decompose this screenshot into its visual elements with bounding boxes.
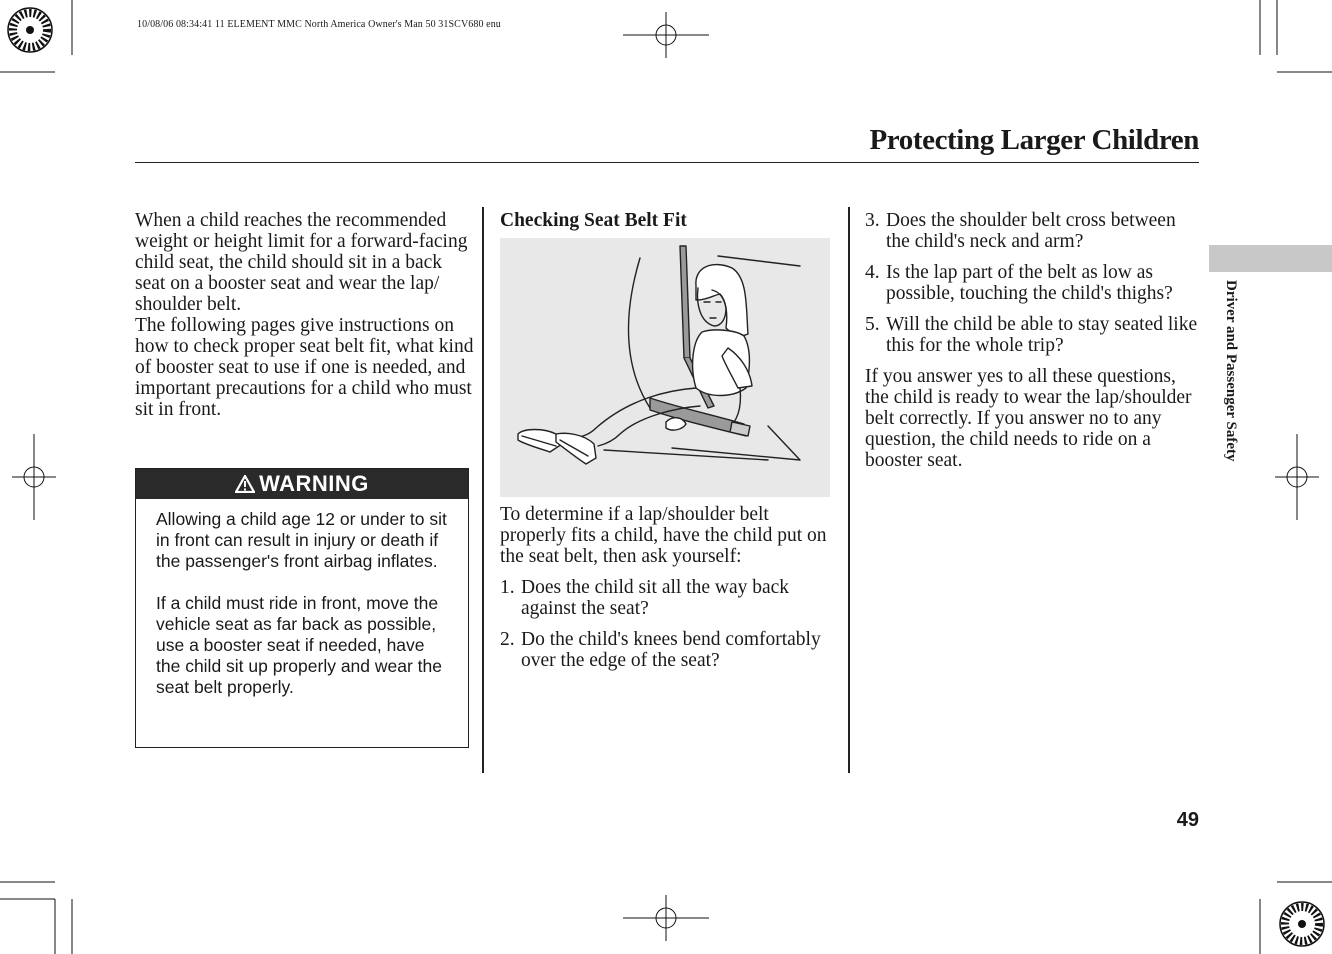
warning-paragraph-1: Allowing a child age 12 or under to sit in front can result in injury or death if the passenger's front airbag inflates.: [156, 509, 447, 571]
list-item: [500, 629, 830, 671]
page-title: Protecting Larger Children: [869, 124, 1199, 156]
list-item: [865, 314, 1200, 356]
list-item-text: Do the child's knees bend comfortably over the edge of the seat?: [521, 629, 821, 671]
warning-label: WARNING: [259, 471, 369, 496]
warning-header: [136, 469, 468, 499]
seat-belt-fit-questions: [500, 504, 830, 681]
list-item: [865, 210, 1200, 252]
fit-questions-column: [865, 210, 1200, 471]
list-item-number: 5.: [865, 314, 880, 335]
list-item-number: 2.: [500, 629, 515, 650]
list-item-number: 4.: [865, 262, 880, 283]
column-divider: [848, 207, 850, 773]
section-heading: Checking Seat Belt Fit: [500, 210, 687, 231]
registration-starburst-icon: [1280, 902, 1324, 946]
registration-starburst-icon: [8, 8, 52, 52]
warning-triangle-icon: [235, 475, 255, 493]
list-item-number: 3.: [865, 210, 880, 231]
seat-belt-fit-column: [500, 210, 830, 237]
warning-body: [136, 499, 468, 698]
list-item: [865, 262, 1200, 304]
section-side-label: Driver and Passenger Safety: [1223, 280, 1239, 462]
intro-paragraph-1: When a child reaches the recommended weight or height limit for a forward-facing child seat, the child should sit in a back seat on a booster seat and wear the lap/ shoulder belt.: [135, 210, 468, 315]
column-divider: [482, 207, 484, 773]
list-item-text: Does the shoulder belt cross between the child's neck and arm?: [886, 210, 1176, 252]
intro-question-text: To determine if a lap/shoulder belt properly fits a child, have the child put on the seat belt, then ask yourself:: [500, 504, 827, 567]
conclusion-paragraph: If you answer yes to all these questions, the child is ready to wear the lap/shoulder belt correctly. If you answer no to any question, the child needs to ride on a booster seat.: [865, 366, 1192, 471]
section-side-tab: [1209, 245, 1332, 272]
list-item: [500, 577, 830, 619]
list-item-text: Does the child sit all the way back against the seat?: [521, 577, 790, 619]
list-item-number: 1.: [500, 577, 515, 598]
intro-column: [135, 210, 475, 420]
child-seat-belt-illustration-icon: [500, 238, 830, 497]
child-seat-belt-illustration: [500, 238, 830, 497]
list-item-text: Will the child be able to stay seated like this for the whole trip?: [886, 314, 1198, 356]
warning-paragraph-2: If a child must ride in front, move the vehicle seat as far back as possible, use a booster seat if needed, have the child sit up properly and wear the seat belt properly.: [156, 593, 442, 697]
print-header: 10/08/06 08:34:41 11 ELEMENT MMC North America Owner's Man 50 31SCV680 enu: [137, 19, 501, 30]
title-rule: [135, 162, 1199, 163]
list-item-text: Is the lap part of the belt as low as possible, touching the child's thighs?: [886, 262, 1173, 304]
page-number: 49: [1176, 809, 1199, 831]
intro-paragraph-2: The following pages give instructions on how to check proper seat belt fit, what kind of booster seat to use if one is needed, and important precautions for a child who must sit in front.: [135, 315, 474, 420]
warning-box: [135, 468, 469, 748]
